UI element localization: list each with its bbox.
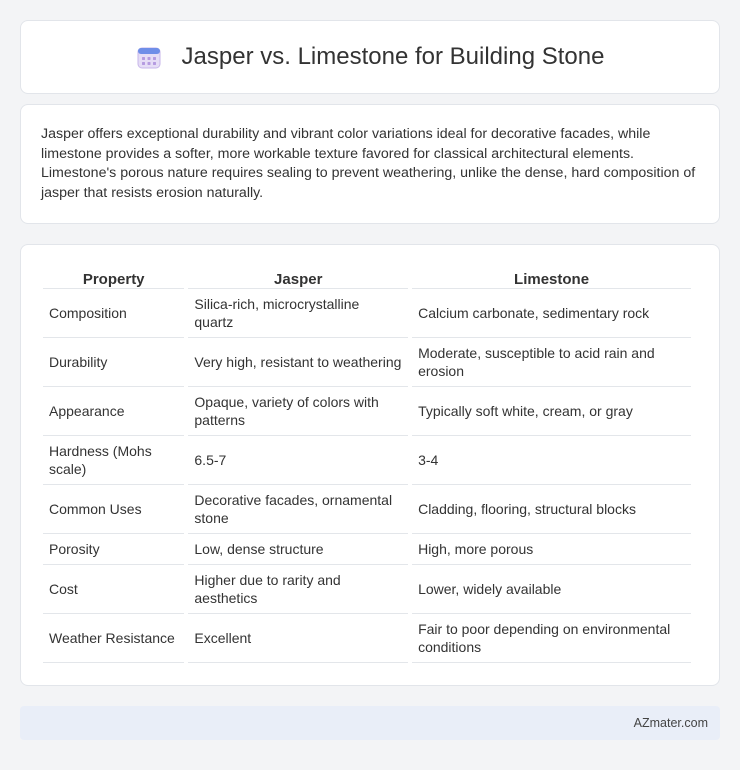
page-title: Jasper vs. Limestone for Building Stone xyxy=(181,43,605,70)
table-cell-limestone: Lower, widely available xyxy=(412,565,691,614)
table-cell-limestone: 3-4 xyxy=(412,436,691,485)
table-cell-property: Porosity xyxy=(43,534,184,565)
table-cell-jasper: Low, dense structure xyxy=(188,534,408,565)
table-cell-jasper: Excellent xyxy=(188,614,408,663)
footer-site-name: AZmater.com xyxy=(633,716,708,730)
table-row xyxy=(43,565,691,614)
table-cell-property: Durability xyxy=(43,338,184,387)
header-card xyxy=(20,20,720,94)
table-row xyxy=(43,289,691,338)
table-row xyxy=(43,485,691,534)
table-row xyxy=(43,338,691,387)
table-cell-jasper: Very high, resistant to weathering xyxy=(188,338,408,387)
table-cell-jasper: Silica-rich, microcrystalline quartz xyxy=(188,289,408,338)
table-cell-limestone: High, more porous xyxy=(412,534,691,565)
column-header-jasper: Jasper xyxy=(188,267,408,289)
table-cell-limestone: Cladding, flooring, structural blocks xyxy=(412,485,691,534)
table-row xyxy=(43,387,691,436)
table-cell-jasper: 6.5-7 xyxy=(188,436,408,485)
table-cell-property: Composition xyxy=(43,289,184,338)
comparison-table xyxy=(39,267,695,663)
intro-paragraph: Jasper offers exceptional durability and vibrant color variations ideal for decorative facades, while limestone provides a softer, more workable texture favored for classical architectural elements. Limestone's porous nature requires sealing to prevent weathering, unlike the dense, hard composition of jasper that resists erosion naturally. xyxy=(41,126,696,201)
table-cell-property: Appearance xyxy=(43,387,184,436)
footer xyxy=(20,706,720,740)
header xyxy=(21,21,719,93)
intro-card xyxy=(20,104,720,224)
column-header-property: Property xyxy=(43,267,184,289)
table-row xyxy=(43,436,691,485)
table-cell-limestone: Typically soft white, cream, or gray xyxy=(412,387,691,436)
table-cell-property: Cost xyxy=(43,565,184,614)
table-cell-limestone: Moderate, susceptible to acid rain and erosion xyxy=(412,338,691,387)
table-cell-property: Common Uses xyxy=(43,485,184,534)
table-cell-jasper: Decorative facades, ornamental stone xyxy=(188,485,408,534)
table-cell-property: Hardness (Mohs scale) xyxy=(43,436,184,485)
table-row xyxy=(43,614,691,663)
table-cell-jasper: Higher due to rarity and aesthetics xyxy=(188,565,408,614)
table-row xyxy=(43,534,691,565)
column-header-limestone: Limestone xyxy=(412,267,691,289)
calendar-icon xyxy=(136,44,162,70)
table-cell-jasper: Opaque, variety of colors with patterns xyxy=(188,387,408,436)
comparison-table-card xyxy=(20,244,720,686)
table-cell-limestone: Fair to poor depending on environmental conditions xyxy=(412,614,691,663)
table-header-row xyxy=(43,267,691,289)
table-cell-property: Weather Resistance xyxy=(43,614,184,663)
table-cell-limestone: Calcium carbonate, sedimentary rock xyxy=(412,289,691,338)
